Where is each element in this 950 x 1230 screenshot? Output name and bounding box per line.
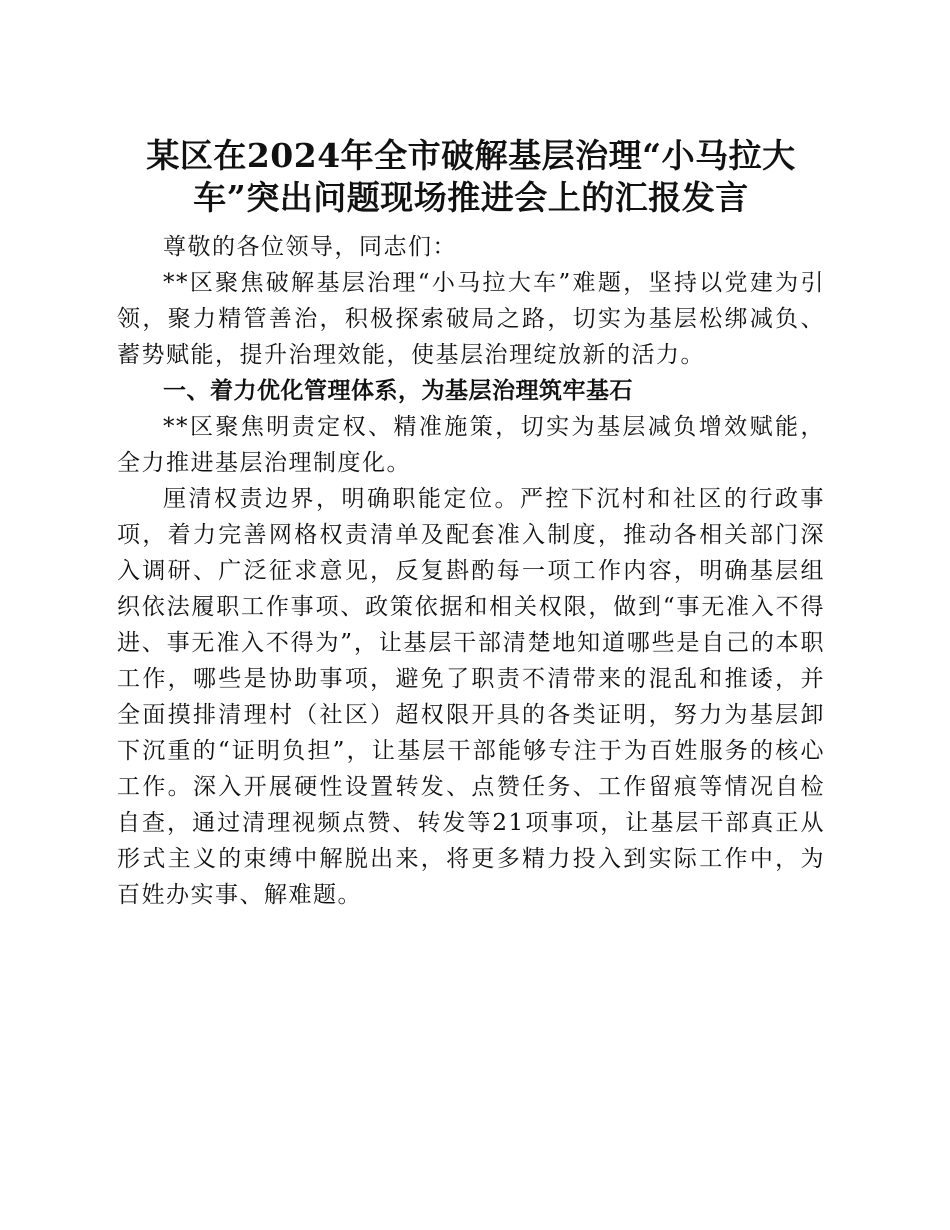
document-title <box>117 135 825 219</box>
section-1-summary: **区聚焦明责定权、精准施策，切实为基层减负增效赋能，全力推进基层治理制度化。 <box>117 414 825 476</box>
title-line-1: 某区在2024年全市破解基层治理“小马拉大 <box>146 136 796 175</box>
document-page <box>117 135 825 913</box>
salutation: 尊敬的各位领导，同志们： <box>163 234 457 260</box>
document-body <box>117 229 825 913</box>
section-1-heading: 一、着力优化管理体系，为基层治理筑牢基石 <box>163 378 633 404</box>
section-1-detail: 厘清权责边界，明确职能定位。严控下沉村和社区的行政事项，着力完善网格权责清单及配套准入制度，推动各相关部门深入调研、广泛征求意见，反复斟酌每一项工作内容，明确基层组织依法履职工作事项、政策依据和相关权限，做到“事无准入不得进、事无准入不得为”，让基层干部清楚地知道哪些是自己的本职工作，哪些是协助事项，避免了职责不清带来的混乱和推诿，并全面摸排清理村（社区）超权限开具的各类证明，努力为基层卸下沉重的“证明负担”，让基层干部能够专注于为百姓服务的核心工作。深入开展硬性设置转发、点赞任务、工作留痕等情况自检自查，通过清理视频点赞、转发等21项事项，让基层干部真正从形式主义的束缚中解脱出来，将更多精力投入到实际工作中，为百姓办实事、解难题。 <box>117 486 825 908</box>
title-line-2: 车”突出问题现场推进会上的汇报发言 <box>193 178 749 217</box>
intro-paragraph: **区聚焦破解基层治理“小马拉大车”难题，坚持以党建为引领，聚力精管善治，积极探索破局之路，切实为基层松绑减负、蓄势赋能，提升治理效能，使基层治理绽放新的活力。 <box>117 270 825 368</box>
